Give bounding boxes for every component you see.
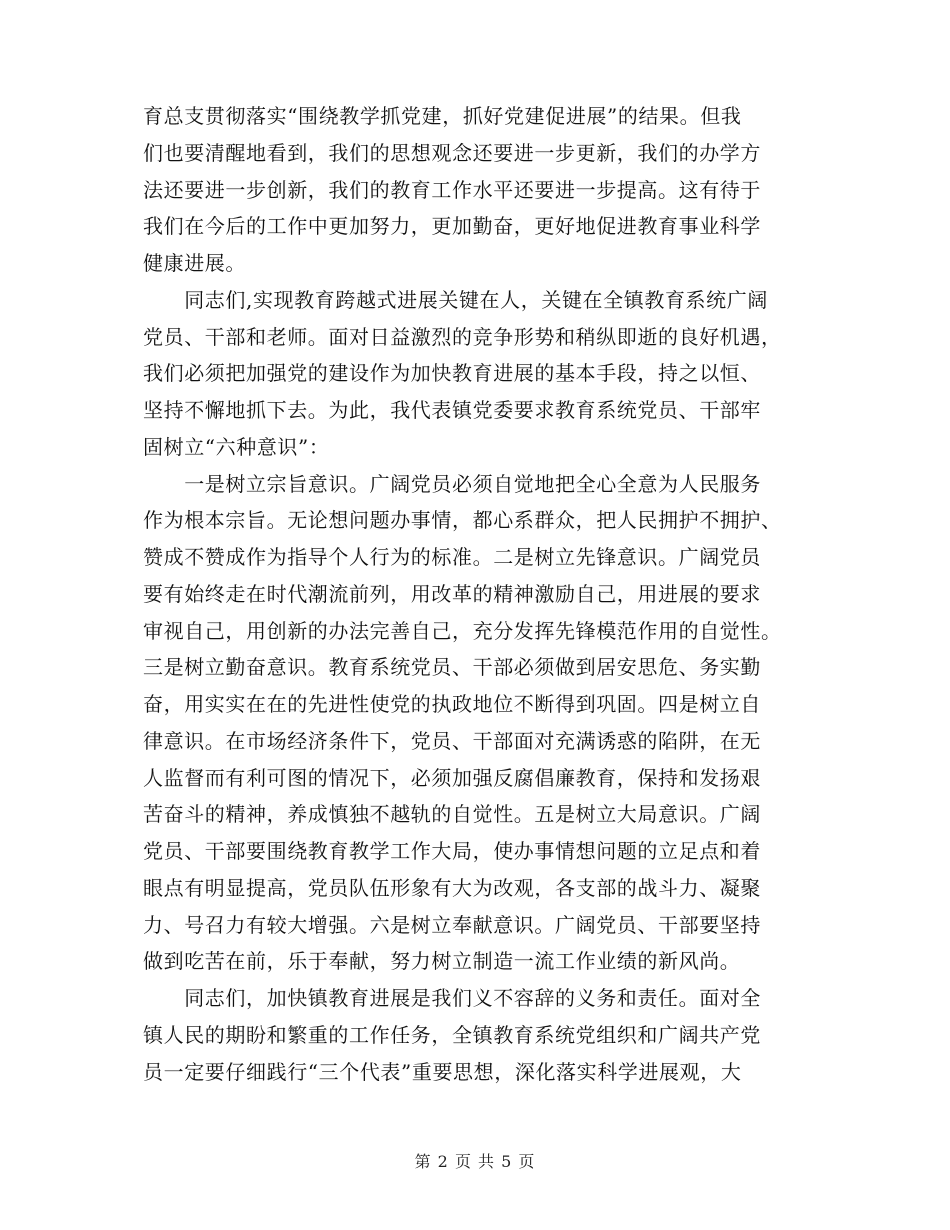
text-line: 固树立“六种意识”： — [143, 434, 330, 459]
text-line: 力、号召力有较大增强。六是树立奉献意识。广阔党员、干部要坚持 — [143, 912, 761, 937]
text-line: 眼点有明显提高，党员队伍形象有大为改观，各支部的战斗力、凝聚 — [143, 875, 761, 900]
text-line: 人监督而有利可图的情况下，必须加强反腐倡廉教育，保持和发扬艰 — [143, 765, 761, 790]
body-text — [143, 98, 803, 1090]
text-line: 苦奋斗的精神，养成慎独不越轨的自觉性。五是树立大局意识。广阔 — [143, 802, 761, 827]
text-line: 赞成不赞成作为指导个人行为的标准。二是树立先锋意识。广阔党员 — [143, 545, 761, 569]
text-line: 育总支贯彻落实“围绕教学抓党建，抓好党建促进展”的结果。但我 — [143, 104, 742, 128]
text-line: 三是树立勤奋意识。教育系统党员、干部必须做到居安思危、务实勤 — [143, 655, 761, 680]
text-line: 我们必须把加强党的建设作为加快教育进展的基本手段，持之以恒、 — [143, 361, 761, 386]
text-line: 员一定要仔细践行“三个代表”重要思想，深化落实科学进展观，大 — [143, 1059, 742, 1084]
text-line: 要有始终走在时代潮流前列，用改革的精神激励自己，用进展的要求 — [143, 581, 761, 606]
text-line: 我们在今后的工作中更加努力，更加勤奋，更好地促进教育事业科学 — [143, 214, 761, 239]
text-line: 镇人民的期盼和繁重的工作任务，全镇教育系统党组织和广阔共产党 — [143, 1022, 761, 1047]
text-line: 们也要清醒地看到，我们的思想观念还要进一步更新，我们的办学方 — [143, 140, 761, 165]
text-line: 法还要进一步创新，我们的教育工作水平还要进一步提高。这有待于 — [143, 177, 761, 202]
page-number-footer: 第 2 页 共 5 页 — [414, 1152, 536, 1171]
text-line: 作为根本宗旨。无论想问题办事情，都心系群众，把人民拥护不拥护、 — [143, 508, 782, 533]
text-line: 同志们，加快镇教育进展是我们义不容辞的义务和责任。面对全 — [143, 986, 761, 1010]
text-line: 审视自己，用创新的办法完善自己，充分发挥先锋模范作用的自觉性。 — [143, 618, 782, 643]
text-line: 党员、干部要围绕教育教学工作大局，使办事情想问题的立足点和着 — [143, 839, 761, 863]
text-line: 同志们,实现教育跨越式进展关键在人，关键在全镇教育系统广阔 — [143, 287, 768, 312]
text-line: 律意识。在市场经济条件下，党员、干部面对充满诱惑的陷阱，在无 — [143, 728, 761, 753]
text-line: 坚持不懈地抓下去。为此，我代表镇党委要求教育系统党员、干部牢 — [143, 398, 761, 422]
text-line: 奋，用实实在在的先进性使党的执政地位不断得到巩固。四是树立自 — [143, 692, 761, 716]
text-line: 一是树立宗旨意识。广阔党员必须自觉地把全心全意为人民服务 — [143, 471, 761, 496]
text-line: 健康进展。 — [143, 251, 246, 275]
text-line: 做到吃苦在前，乐于奉献，努力树立制造一流工作业绩的新风尚。 — [143, 949, 741, 974]
text-line: 党员、干部和老师。面对日益激烈的竞争形势和稍纵即逝的良好机遇， — [143, 324, 782, 349]
